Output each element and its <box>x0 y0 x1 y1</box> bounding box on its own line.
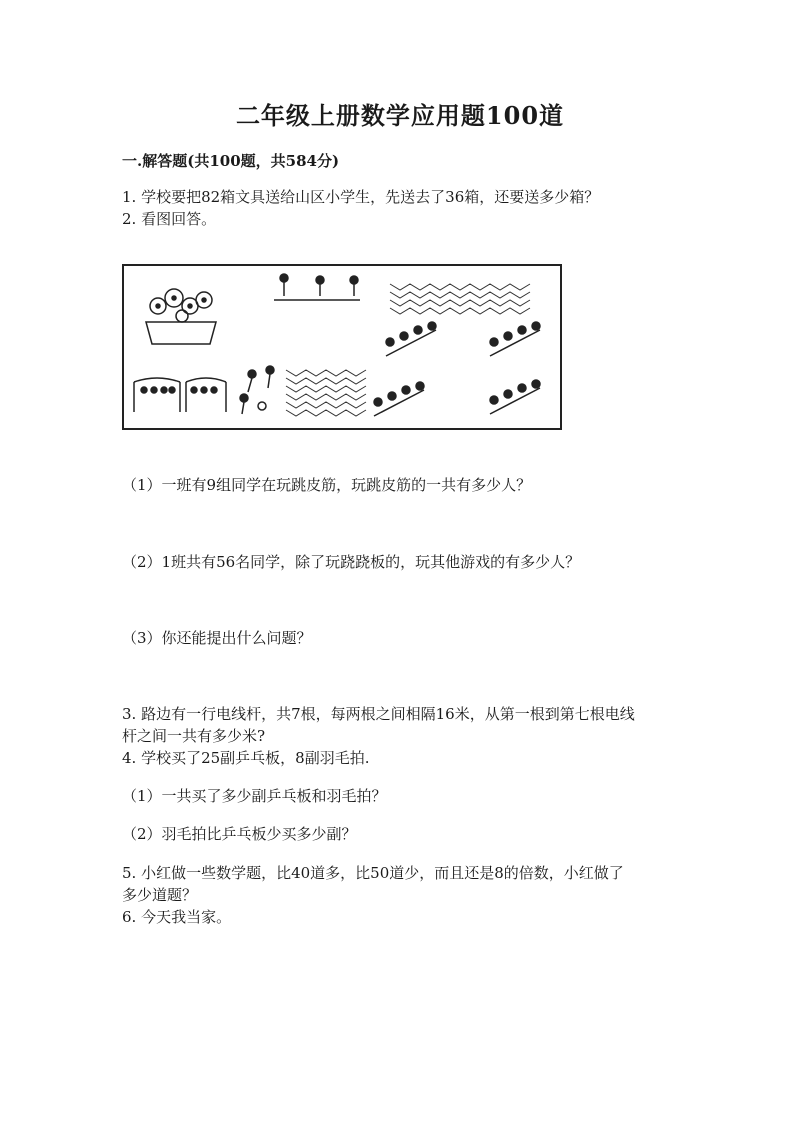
question-2-part-2: （2）1班共有56名同学，除了玩跷跷板的，玩其他游戏的有多少人？ <box>122 553 581 571</box>
flower-pot-icon <box>146 289 216 344</box>
seesaw-icon <box>274 274 360 300</box>
question-4-part-1: （1）一共买了多少副乒乓板和羽毛拍？ <box>122 787 387 805</box>
jump-rope-group-icon <box>134 378 226 412</box>
question-4: 4. 学校买了25副乒乓板，8副羽毛拍. <box>122 749 370 767</box>
question-6: 6. 今天我当家。 <box>122 908 232 926</box>
crowd-pattern-icon-2 <box>286 370 366 416</box>
question-1: 1. 学校要把82箱文具送给山区小学生，先送去了36箱，还要送多少箱？ <box>122 188 600 206</box>
question-3-line-1: 3. 路边有一行电线杆，共7根，每两根之间相隔16米，从第一根到第七根电线 <box>122 705 635 723</box>
children-group-icon <box>374 322 540 406</box>
page-title: 二年级上册数学应用题100道 <box>235 101 565 130</box>
playground-scene <box>124 266 560 428</box>
question-3-line-2: 杆之间一共有多少米? <box>122 727 266 745</box>
question-2-part-1: （1）一班有9组同学在玩跳皮筋，玩跳皮筋的一共有多少人？ <box>122 476 532 494</box>
question-2-part-3: （3）你还能提出什么问题？ <box>122 629 312 647</box>
question-5-line-1: 5. 小红做一些数学题，比40道多，比50道少，而且还是8的倍数，小红做了 <box>122 864 624 882</box>
crowd-pattern-icon <box>390 284 530 314</box>
question-2: 2. 看图回答。 <box>122 210 217 228</box>
question-2-illustration <box>122 264 562 430</box>
question-5-line-2: 多少道题？ <box>122 886 198 904</box>
question-4-part-2: （2）羽毛拍比乒乓板少买多少副？ <box>122 825 357 843</box>
football-players-icon <box>240 366 274 414</box>
section-heading: 一.解答题(共100题，共584分) <box>122 152 340 170</box>
